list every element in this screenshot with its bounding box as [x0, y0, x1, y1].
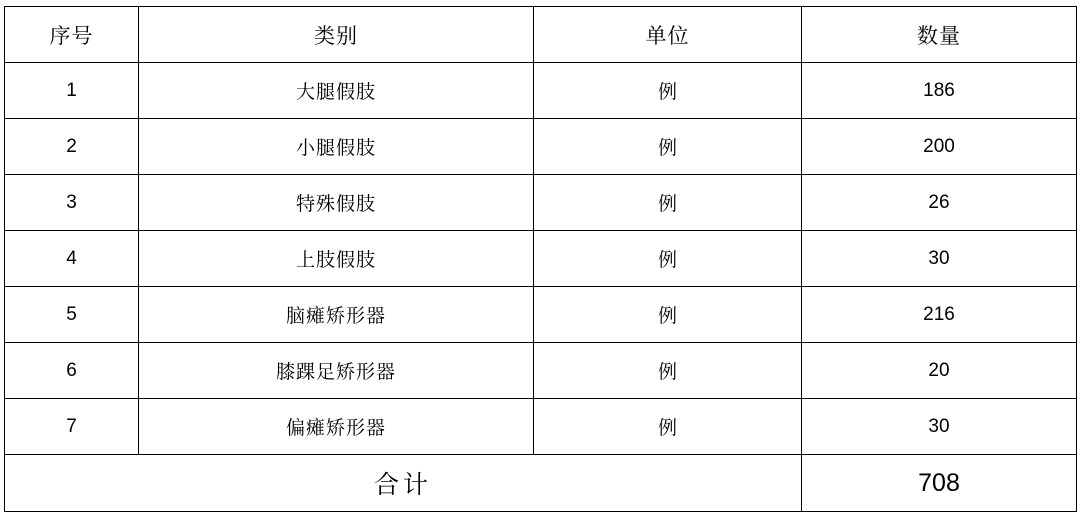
cell-category: 大腿假肢: [139, 63, 534, 119]
total-label: 合计: [5, 455, 802, 512]
cell-index: 6: [5, 343, 139, 399]
table-header-row: [5, 7, 1077, 63]
quantity-table: [4, 6, 1077, 512]
cell-category: 脑瘫矫形器: [139, 287, 534, 343]
cell-quantity: 26: [802, 175, 1077, 231]
cell-category: 小腿假肢: [139, 119, 534, 175]
table-row: [5, 175, 1077, 231]
table-row: [5, 399, 1077, 455]
cell-unit: 例: [534, 287, 802, 343]
cell-category: 偏瘫矫形器: [139, 399, 534, 455]
column-header-unit: 单位: [534, 7, 802, 63]
cell-category: 特殊假肢: [139, 175, 534, 231]
table-row: [5, 231, 1077, 287]
column-header-category: 类别: [139, 7, 534, 63]
cell-unit: 例: [534, 399, 802, 455]
cell-index: 7: [5, 399, 139, 455]
cell-quantity: 20: [802, 343, 1077, 399]
cell-quantity: 216: [802, 287, 1077, 343]
cell-quantity: 200: [802, 119, 1077, 175]
table-row: [5, 119, 1077, 175]
table-row: [5, 63, 1077, 119]
column-header-index: 序号: [5, 7, 139, 63]
cell-quantity: 186: [802, 63, 1077, 119]
cell-index: 3: [5, 175, 139, 231]
cell-unit: 例: [534, 343, 802, 399]
total-value: 708: [802, 455, 1077, 512]
cell-category: 膝踝足矫形器: [139, 343, 534, 399]
cell-category: 上肢假肢: [139, 231, 534, 287]
document-page: [0, 6, 1080, 505]
cell-quantity: 30: [802, 399, 1077, 455]
cell-unit: 例: [534, 63, 802, 119]
cell-quantity: 30: [802, 231, 1077, 287]
cell-unit: 例: [534, 119, 802, 175]
cell-unit: 例: [534, 231, 802, 287]
cell-index: 5: [5, 287, 139, 343]
cell-index: 1: [5, 63, 139, 119]
cell-unit: 例: [534, 175, 802, 231]
table-row: [5, 287, 1077, 343]
cell-index: 2: [5, 119, 139, 175]
table-total-row: [5, 455, 1077, 512]
table-row: [5, 343, 1077, 399]
cell-index: 4: [5, 231, 139, 287]
column-header-quantity: 数量: [802, 7, 1077, 63]
